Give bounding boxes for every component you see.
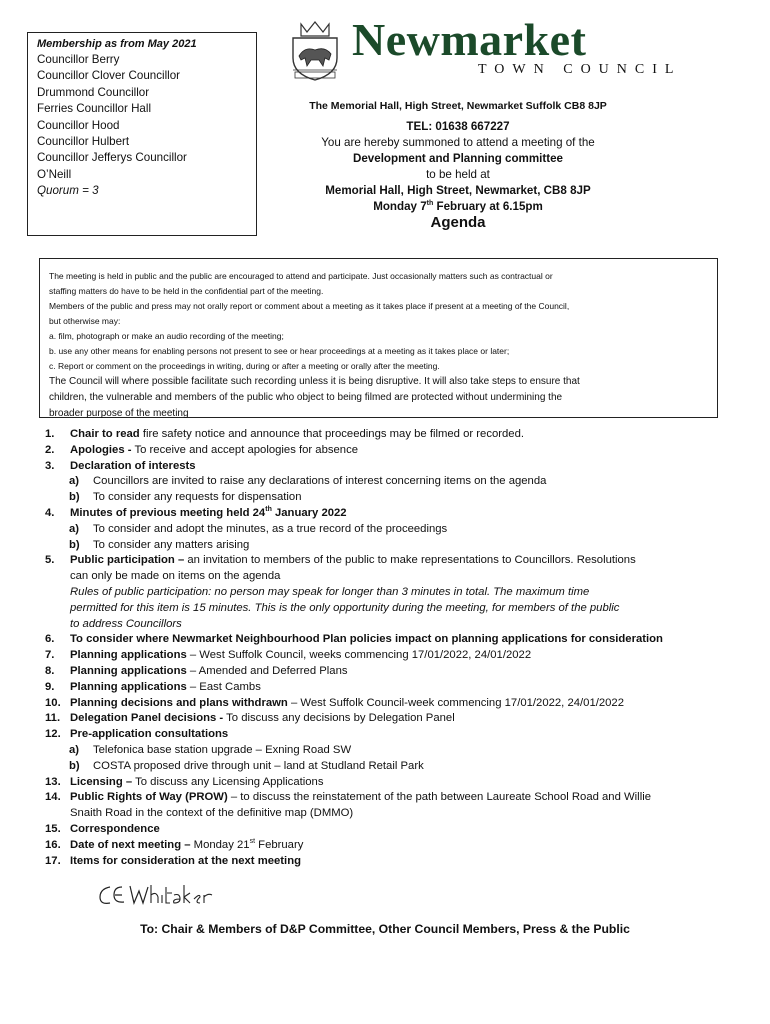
council-address: The Memorial Hall, High Street, Newmarket Suffolk CB8 8JP — [309, 100, 607, 112]
member-line: Ferries Councillor Hall — [37, 102, 152, 116]
agenda-item: 7. Planning applications – West Suffolk Council, weeks commencing 17/01/2022, 24/01/2022 — [45, 649, 532, 662]
agenda-item: 2. Apologies - To receive and accept apologies for absence — [45, 443, 359, 456]
brand-subtitle: TOWN COUNCIL — [478, 62, 682, 77]
distribution-footer: To: Chair & Members of D&P Committee, Other Council Members, Press & the Public — [140, 922, 630, 936]
brand-name: Newmarket — [352, 14, 587, 65]
agenda-subitem: b) COSTA proposed drive through unit – land at Studland Retail Park — [69, 759, 424, 772]
summons-line: You are hereby summoned to attend a meeting of the — [321, 136, 595, 149]
agenda-item: 5. Public participation – an invitation to members of the public to make representations to Councillors. Resolutions can only be made on items on the agenda Rules of public participation: no person may speak for longer than 3 minutes in total. The maximum time permitted for this item is 15 minutes. This is the only opportunity during the meeting, for members of the public to address Councillors — [45, 554, 636, 630]
public-notice-box — [39, 258, 718, 418]
agenda-item: 16. Date of next meeting – Monday 21st February — [45, 837, 304, 851]
agenda-item: 4. Minutes of previous meeting held 24th January 2022 — [45, 506, 347, 519]
venue: Memorial Hall, High Street, Newmarket, CB8 8JP — [325, 184, 591, 197]
member-line: O’Neill — [37, 167, 72, 181]
held-at: to be held at — [426, 168, 490, 181]
notice-line: children, the vulnerable and members of the public who object to being filmed are protected without undermining the — [49, 392, 563, 403]
member-line: Councillor Berry — [37, 53, 120, 66]
agenda-item: 8. Planning applications – Amended and Deferred Plans — [45, 664, 348, 677]
agenda-subitem: b) To consider any matters arising — [69, 538, 250, 551]
member-line: Councillor Clover Councillor — [37, 69, 181, 83]
notice-line: but otherwise may: — [49, 316, 121, 326]
notice-line: a. film, photograph or make an audio recording of the meeting; — [49, 331, 284, 341]
member-line: Drummond Councillor — [37, 85, 150, 99]
notice-line: The meeting is held in public and the public are encouraged to attend and participate. Just occasionally matters such as contractual or — [49, 271, 553, 281]
agenda-item: 12. Pre-application consultations — [45, 728, 229, 741]
agenda-title: Agenda — [430, 214, 486, 231]
agenda-item: 9. Planning applications – East Cambs — [45, 680, 261, 693]
agenda-item: 14. Public Rights of Way (PROW) – to discuss the reinstatement of the path between Laureate School Road and Willie Snaith Road in the context of the definitive map (DMMO) — [45, 791, 651, 820]
agenda-item: 1. Chair to read fire safety notice and announce that proceedings may be filmed or recorded. — [45, 428, 525, 440]
notice-line: The Council will where possible facilitate such recording unless it is being disruptive. It will also take steps to ensure that — [49, 376, 580, 387]
membership-box — [27, 32, 257, 236]
agenda-subitem: a) Telefonica base station upgrade – Exning Road SW — [69, 743, 352, 756]
member-line: Councillor Hood — [37, 118, 120, 132]
notice-line: broader purpose of the meeting — [49, 408, 189, 419]
telephone: TEL: 01638 667227 — [406, 120, 510, 133]
agenda-item: 6. To consider where Newmarket Neighbourhood Plan policies impact on planning applications for consideration — [45, 633, 663, 646]
member-line: Councillor Jefferys Councillor — [37, 151, 187, 165]
agenda-subitem: b) To consider any requests for dispensation — [69, 491, 302, 504]
committee-name: Development and Planning committee — [352, 152, 563, 165]
agenda-subitem: a) To consider and adopt the minutes, as a true record of the proceedings — [69, 522, 448, 535]
meeting-date: Monday 7th February at 6.15pm — [373, 200, 543, 213]
agenda-items — [45, 427, 735, 869]
notice-line: c. Report or comment on the proceedings in writing, during or after a meeting or orally after the meeting. — [49, 361, 440, 371]
town-crest-icon — [285, 20, 345, 82]
notice-line: staffing matters do have to be held in the confidential part of the meeting. — [49, 286, 324, 296]
member-line: Councillor Hulbert — [37, 135, 130, 149]
quorum: Quorum = 3 — [37, 184, 99, 198]
agenda-item: 17. Items for consideration at the next meeting — [45, 854, 302, 867]
meeting-summons — [268, 119, 648, 215]
agenda-item: 15. Correspondence — [45, 822, 160, 835]
agenda-item: 13. Licensing – To discuss any Licensing Applications — [45, 775, 324, 788]
membership-header: Membership as from May 2021 — [37, 38, 197, 50]
agenda-item: 10. Planning decisions and plans withdrawn – West Suffolk Council-week commencing 17/01/2022, 24/01/2022 — [45, 696, 624, 709]
agenda-item: 3. Declaration of interests — [45, 459, 196, 472]
notice-line: b. use any other means for enabling persons not present to see or hear proceedings at a meeting as it takes place or later; — [49, 346, 510, 356]
notice-line: Members of the public and press may not orally report or comment about a meeting as it takes place if present at a meeting of the Council, — [49, 301, 570, 311]
agenda-item: 11. Delegation Panel decisions - To discuss any decisions by Delegation Panel — [45, 712, 455, 725]
signature — [96, 881, 216, 909]
agenda-subitem: a) Councillors are invited to raise any declarations of interest concerning items on the agenda — [69, 475, 547, 488]
